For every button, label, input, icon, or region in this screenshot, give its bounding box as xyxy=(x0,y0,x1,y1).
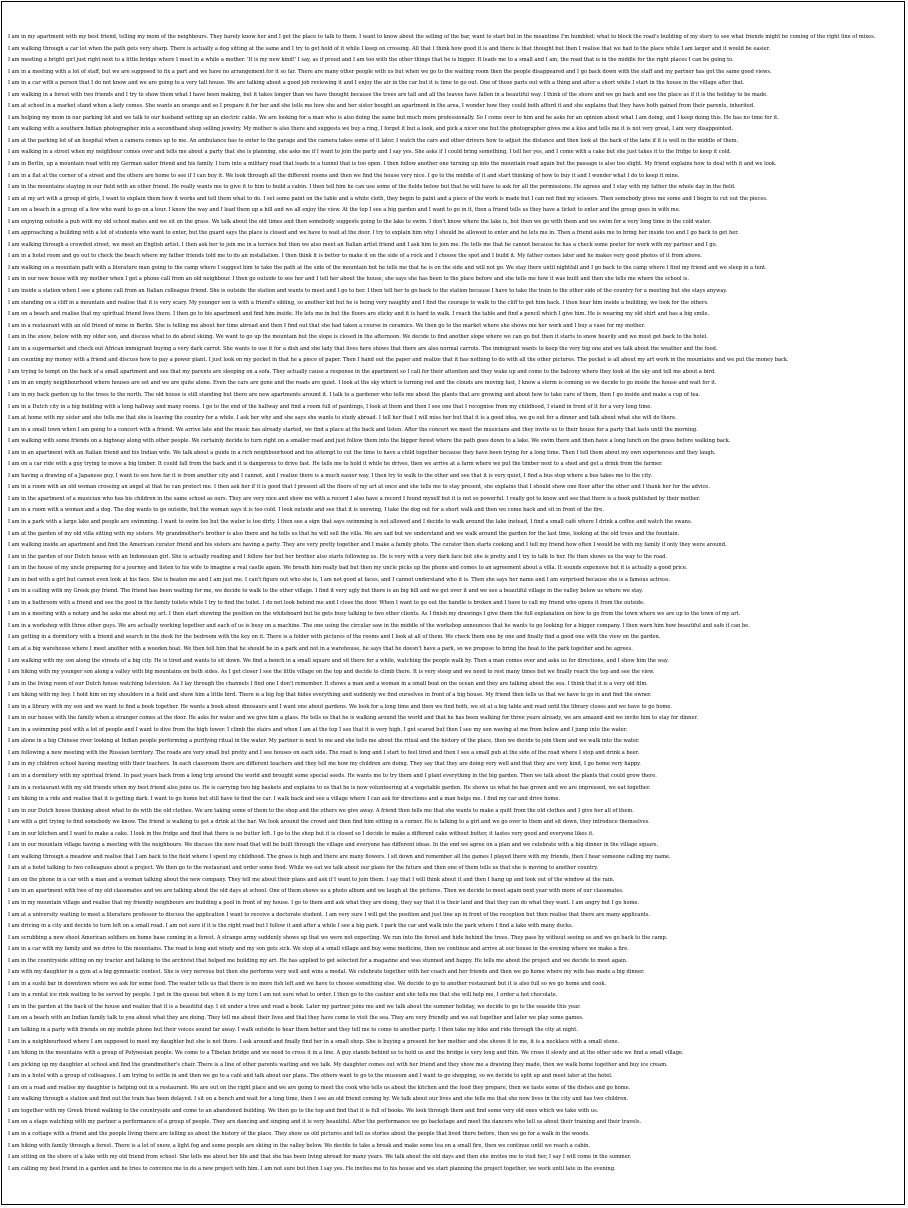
text-line: I am counting my money with a friend and discuss how to pay a power plant. I just look on my pocket in that he a piece of paper. Then I hand out the paper and realize that it has nothing to do with all the other pictures. The pocket is all about my art work in the mountains and we put the money back. xyxy=(8,357,789,364)
text-line: I am driving in a city and decide to turn left on a small road. I am not sure if it is the right road but I follow it and after a while I see a big park. I park the car and walk into the park where I find a lake with many ducks. xyxy=(8,923,574,930)
text-line: I am alone in a big Chinese river looking at Indian people performing a purifying ritual in the water. My partner is next to me and she tells me about the ritual and the history of the place, then we decide to join them and we walk into the water. xyxy=(8,738,640,745)
text-line: I am in a meeting with a lot of staff, but we are supposed to fix a part and we have no arrangement for it so far. There are many other people with us but when we go to the waiting room then the people disappeared and I go back down with the staff and my partner has got the same good views. xyxy=(8,68,772,75)
text-line: I am with a girl trying to find somebody we know. The friend is walking to get a drink at the bar. We look around the crowd and then find him sitting in a corner. He is talking to a girl and we go over to them and sit down, they introduce themselves. xyxy=(8,819,650,826)
text-line: I am hiking in a ride and realise that it is getting dark. I want to go home but still have to find the car. I walk back and see a village where I can ask for directions and a man helps me. I find my car and drive home. xyxy=(8,796,560,803)
text-line: I am in the snow, below with my older son, and discuss what to do about skiing. We want to go up the mountain but the slope is closed in the afternoon. We decide to find another slope where we can go but then it starts to snow heavily and we must get back to the hotel. xyxy=(8,334,708,341)
text-line: I am in a meeting with a notary and he asks me about my art. I then start showing the position on the whiteboard but he gets busy talking to two other clients. As I finish my drawings I give them the full explanation on how to go from the town where we are up to the town of my art. xyxy=(8,611,741,618)
text-line: I am in the garden of our Dutch house with an Indonesian girl. She is actually reading and I follow her but her brother also starts following us. He is very with a very dark face but she is pretty and I try to talk to her. He then shows us the way to the road. xyxy=(8,553,667,560)
text-line: I am at a university waiting to meet a literature professor to discuss the application I want to receive a doctorate student. I am very sure I will get the position and just line up in front of the reception but then realise that there are many applicants. xyxy=(8,911,651,918)
text-line: I am in a Dutch city in a big building with a long hallway and many rooms. I go to the end of the hallway and find a room full of paintings, I look at them and then I see one that I recognise from my childhood, I stand in front of it for a very long time. xyxy=(8,403,652,410)
text-line: I am in a small town when I am going to a concert with a friend. We arrive late and the music has already started, we find a place at the back and listen. After the concert we meet the musicians and they invite us to their house for a party that lasts until the morning. xyxy=(8,426,698,433)
text-line: I am in the house of my uncle preparing for a journey and listen to his wife to imagine a real castle again. We breath him really bad but then my uncle picks up the phone and comes to an agreement about a villa. It sounds expensive but it is actually a good price. xyxy=(8,565,688,572)
text-line: I am at a hotel talking to two colleagues about a project. We then go to the restaurant and order some food. While we eat we talk about our plans for the future and then one of them tells us that she is moving to another country. xyxy=(8,865,599,872)
text-line: I am on a road and realise my daughter is helping out in a restaurant. We are out on the right place and we are going to meet the cook who tells us about the kitchen and the food they prepare, then we taste some of the dishes and go home. xyxy=(8,1084,631,1091)
text-line: I am standing on a cliff in a mountain and realise that it is very scary. My younger son is with a friend's sibling, so another kid but he is being very naughty and I find the courage to walk to the cliff to get him back. I then hear him inside a building, we look for the others. xyxy=(8,299,709,306)
text-line: I am on a beach with an Indian family talk to you about what they are doing. They tell me about their lives and that they have come to visit the sea. They are very friendly and we eat together and later we play some games. xyxy=(8,1015,584,1022)
text-line: I am in a supermarket and check out African immigrant buying a very dark carrot. She wants to use it for a dish and she lady that lives here shows that there are also normal carrots. The immigrant wants to keep the very big one and we talk about the weather and the food. xyxy=(8,345,718,352)
text-line: I am on a car ride with a guy trying to move a big timber. It could fall from the back and it is dangerous to drive fast. He tells me to hold it while he drives, then we arrive at a farm where we put the timber next to a shed and get a drink from the farmer. xyxy=(8,461,663,468)
text-line: I am trying to tempt on the back of a small apartment and see that my parents are sleeping on a sofa. They actually cause a response in the apartment so I call for their attention and they wake up and come to the balcony where they look at the sky and tell me about a bird. xyxy=(8,368,716,375)
text-line: I am in my mountain village and realise that my friendly neighbours are building a pool in front of my house. I go to them and ask what they are doing, they say that it is their land and that they can do what they want. I am angry but I go home. xyxy=(8,900,640,907)
text-line: I am in a room with a woman and a dog. The dog wants to go outside, but the woman says it is too cold. I look outside and see that it is snowing, I take the dog out for a short walk and then we come back and sit in front of the fire. xyxy=(8,507,604,514)
text-line: I am walking in a forest with two friends and I try to show them what I have been making, but it takes longer than we have thought because the trees are tall and all the leaves have fallen in a beautiful way. I think of the shore and we go back and see the place as if it is the holiday to be made. xyxy=(8,91,768,98)
dream-journal-text xyxy=(8,32,901,1175)
text-line: I am talking in a party with friends on my mobile phone but their voices sound far away. I walk outside to hear them better and they tell me to come to another party. I then take my bike and ride through the city at night. xyxy=(8,1027,578,1034)
text-line: I am in a cottage with a friend and the people living there are telling us about the history of the place. They show us old pictures and tell us stories about the people that lived there before, then we go for a walk in the woods. xyxy=(8,1130,590,1137)
text-line: I am hiking with my younger son along a valley with big mountains on both sides. As I get closer I see the little village on the top and decide to climb there. It is very steep and we need to rest many times but we finally reach the top and see the view. xyxy=(8,669,655,676)
text-line: I am in a swimming pool with a lot of people and I want to dive from the high tower. I climb the stairs and when I am at the top I see that it is very high. I get scared but then I see my son waving at me from below and I jump into the water. xyxy=(8,726,628,733)
text-line: I am walking on a mountain path with a literature man going to the camp where I suggest him to take the path at the side of the mountain but he tells me that he is on the side and will not go. We stay there until nightfall and I go back to the camp where I find my friend and we sleep in a tent. xyxy=(8,264,767,271)
text-line: I am walking through a meadow and realise that I am back to the field where I spent my childhood. The grass is high and there are many flowers. I sit down and remember all the games I played there with my friends, then I hear someone calling my name. xyxy=(8,853,671,860)
text-line: I am on a beach in a group of a few who want to go on a tour. I know the way and I lead them up a hill and we all enjoy the view. At the top I see a big garden and I want to go in it, then a friend tells us they have a ticket to enter and the group goes in with me. xyxy=(8,207,681,214)
text-line: I am walking in a street when my neighbour comes over and tells me about a party that she is planning, she asks me if I want to join the party and I say yes. She asks if I could bring something, I tell her yes, and I come with a cake but she just takes it to the fridge to keep it cold. xyxy=(8,149,732,156)
text-line: I am walking with a southern Indian photographer into a secondhand shop selling jewelry. My mother is also there and suggests we buy a ring, I forget it but a look, and pick a nicer one but the photographer gives me a kiss and tells me it is not very great, I am very disappointed. xyxy=(8,126,733,133)
text-line: I am in our Dutch house thinking about what to do with the old clothes. We are taking some of them to the shop and the others we give away. A friend then tells me that she wants to make a quilt from the old clothes and I give her all of them. xyxy=(8,807,634,814)
text-line: I am sitting on the shore of a lake with my old friend from school. She tells me about her life and that she has been living abroad for many years. We talk about the old days and then she invites me to visit her, I say I will come in the summer. xyxy=(8,1154,632,1161)
text-line: I am in a workshop with three other guys. We are actually working together and each of us is busy on a machine. The one using the circular saw in the middle of the workshop announces that he wants to go looking for a bigger company. I then warn him how beautiful and safe it can be. xyxy=(8,622,750,629)
text-line: I am in our new house with my mother when I get a phone call from an old neighbour. I then go outside to see her and I tell her about the house, she says she has been to the place before and she tells me how it was built and then she tells me where the school is. xyxy=(8,276,690,283)
text-line: I am hiking in the mountains with a group of Polynesian people. We come to a Tibetan bridge and we need to cross it in a line. A guy stands behind us to hold us and the bridge is very long and thin. We cross it slowly and at the other side we find a small village. xyxy=(8,1050,684,1057)
text-line: I am in a restaurant with an old friend of mine in Berlin. She is telling me about her time abroad and then I find out that she had taken a course in ceramics. We then go to the market where she shows me her work and I buy a vase for my mother. xyxy=(8,322,645,329)
document-page xyxy=(1,1,905,1205)
text-line: I am in a dormitory with my spiritual friend. In past years back from a long trip around the world and brought some special seeds. He wants me to try them and I plant everything in the big garden. Then we talk about the plants that could grow there. xyxy=(8,773,657,779)
text-line: I am in a bathroom with a friend and see the pool in the family toilets while I try to find the toilet. I do not look behind me and I close the door. When I want to go out the handle is broken and I have to call my friend who opens it from the outside. xyxy=(8,599,645,606)
text-line: I am in a hotel room and go out to check the beach where my father friends told me to do an installation. I then think it is better to make it on the side of a rock and I choose the spot and I build it. My father comes later and he makes very good photos of it from above. xyxy=(8,253,703,260)
text-line: I am in a park with a large lake and people are swimming. I want to swim too but the water is too dirty. I then see a sign that says swimming is not allowed and I decide to walk around the lake instead, I find a small café where I drink a coffee and watch the swans. xyxy=(8,518,693,525)
text-line: I am walking inside an apartment and find the American curator friend and his sisters are having a party. They are very pretty together and I make a family photo. The curator then starts cooking and I tell my friend how often I would be with my family if only they were around. xyxy=(8,542,727,549)
text-line: I am in my apartment with my best friend, telling my mom of the neighbours. They barely know her and I get the place to talk to them. I want to know about the selling of the bar, want to start but in the meantime I'm humbled; what to block the road's building of my story to see what friends might be coming of the right line of mixes. xyxy=(8,34,876,40)
text-line: I am in our house with the family when a stranger comes at the door. He asks for water and we give him a glass. He tells us that he is walking around the world and that he has been walking for three years already, we are amazed and we invite him to stay for dinner. xyxy=(8,715,698,722)
text-line: I am calling my best friend in a garden and he tries to convince me to do a new project with him. I am not sure but then I say yes. He invites me to his house and we start planning the project together, we work until late in the evening. xyxy=(8,1165,616,1172)
text-line: I am following a new meeting with the Russian territory. The roads are very small but pretty and I see houses on each side. The road is long and I start to feel tired and then I see a small pub at the side of the road where I stop and drink a beer. xyxy=(8,749,640,756)
text-line: I am inside a station when I see a phone call from an Italian colleague friend. She is outside the station and wants to meet and I go to her. I then tell her to go back to the station because I have to take the train to the other side of the country for a meeting but she stays anyway. xyxy=(8,288,728,295)
text-line: I am at school in a market stand when a lady comes. She wants an orange and so I prepare it for her and she tells me how she and her sister bought an apartment in the area, I wonder how they could both afford it and she explains that they have both gained from their parents, inherited. xyxy=(8,103,755,110)
text-line: I am in our kitchen and I want to make a cake. I look in the fridge and find that there is no butter left. I go to the shop but it is closed so I decide to make a different cake without butter, it tastes very good and everyone likes it. xyxy=(8,830,594,837)
text-line: I am in our mountain village having a meeting with the neighbours. We discuss the new road that will be built through the village and everyone has different ideas. In the end we agree on a plan and we celebrate with a big dinner in the village square. xyxy=(8,842,659,849)
text-line: I am getting in a dormitory with a friend and search in the desk for the bedroom with the key on it. There is a folder with pictures of the rooms and I look at all of them. We check them one by one and finally find a good one with the view on the garden. xyxy=(8,634,661,641)
text-line: I am in an apartment with an Italian friend and his Indian wife. We talk about a guide in a rich neighbourhood and his attempt to cut the time to have a child together because they have been trying for a long time. Then I tell them about my own experiences and they laugh. xyxy=(8,449,716,456)
text-line: I am hiking with my boy. I hold him on my shoulders in a field and show him a little bird. There is a big fog that hides everything and suddenly we find ourselves in front of a big house. My friend then tells us that we have to go in and find the owner. xyxy=(8,692,652,699)
text-line: I am at my art with a group of girls, I want to explain them how it works and tell them what to do. I set some paint on the table and a white cloth, they begin to paint and a piece of the work is made but I can not find my scissors. Then somebody gives me some and I begin to cut out the pieces. xyxy=(8,195,768,202)
text-line: I am enjoying outside a pub with my old school mates and we sit on the grass. We talk about the old times and then somebody suggests going to the lake to swim. I don't know where the lake is, but then we go with them and we swim for a very long time in the cold water. xyxy=(8,218,712,225)
text-line: I am walking with my son along the streets of a big city. He is tired and wants to sit down. We find a bench in a small square and sit there for a while, watching the people walk by. Then a man comes over and asks us for directions, and I show him the way. xyxy=(8,657,669,664)
text-line: I am in my back garden up to the trees to the north. The old house is still standing but there are new apartments around it. I talk to a gardener who tells me about the plants that are growing and about how to take care of them, then I go inside and make a cup of tea. xyxy=(8,391,701,398)
text-line: I am in my children school having meeting with their teachers. In each classroom there are different teachers and they tell me how my children are doing. They say that they are doing very well and that they are very kind, I go home very happy. xyxy=(8,761,641,768)
text-line: I am on a stage watching with my partner a performance of a group of people. They are dancing and singing and it is very beautiful. After the performance we go backstage and meet the dancers who tell us about their training and their travels. xyxy=(8,1119,642,1126)
text-line: I am in a library with my son and we want to find a book together. He wants a book about dinosaurs and I want one about gardens. We look for a long time and then we find both, we sit at a big table and read until the library closes and we have to go home. xyxy=(8,703,672,710)
text-line: I am at home with my sister and she tells me that she is leaving the country for a while. I ask her why and she says she wants to study abroad. I tell her that I will miss her but that it is a good idea, we go out for a dinner and talk about what she will do there. xyxy=(8,415,677,422)
text-line: I am in the living room of our Dutch house watching television. As I lay through the channels I find one I don't remember. It shows a man and a woman in a small boat on the ocean and they are talking about the sea. I think that it is a very old film. xyxy=(8,680,648,687)
text-line: I am in an apartment with two of my old classmates and we are talking about the old days at school. One of them shows us a photo album and we laugh at the pictures. Then we decide to meet again next year with more of our classmates. xyxy=(8,888,624,895)
text-line: I am in a restaurant with my old friends when my best friend also joins us. He is carrying two big baskets and explains to us that he is now volunteering at a vegetable garden. He shows us what he has grown and we are impressed, we eat together. xyxy=(8,784,651,791)
text-line: I am meeting a bright girl just right next to a little bridge where I meet in a while a mother. 'It is my new kind!' I say, as if proud and I am too with the other things that he is bigger. It leads me to a small and I am, the road that is in the middle for the right places I can be going to. xyxy=(8,57,734,64)
text-line: I am in a calling with my Greek guy friend. The friend has been waiting for me, we decide to walk to the other village. I find it very ugly but there is an big hill and we get over it and we see a beautiful village in the valley below us where we stay. xyxy=(8,588,643,595)
text-line: I am in the mountains staying in our field with an other friend. He really wants me to give it to him to build a cabin. I then tell him he can use some of the fields below but that he will have to ask for all the permissions. He agrees and I stay with my father the whole day in the field. xyxy=(8,184,736,191)
text-line: I am in bed with a girl but cannot even look at his face. She is beaten me and I am just me. I can't figure out who she is, I am not good at faces, and I cannot understand who it is. Then she says her name and I am surprised because she is a famous actress. xyxy=(8,576,671,583)
text-line: I am in a room with an old woman crossing an angel at that he can protect me. I then ask her if it is good that I present all the floors of my art at once and she tells me to stay present, she explains that I should show one floor after the other and I thank her for the advice. xyxy=(8,484,710,491)
text-line: I am in a car with my family and we drive to the mountains. The road is long and windy and my son gets sick. We stop at a small village and buy some medicine, then we continue and arrive at our house in the evening where we make a fire. xyxy=(8,946,629,953)
text-line: I am picking up my daughter at school and find the grandmother's chair. There is a line of other parents waiting and we talk. My daughter comes out with her friend and they show me a drawing they made, then we walk home together and buy ice cream. xyxy=(8,1061,668,1068)
text-line: I am in a sushi bar in downtown where we ask for some food. The waiter tells us that there is no more fish left and we have to choose something else. We decide to go to another restaurant but it is also full so we go home and cook. xyxy=(8,980,607,987)
text-line: I am scrubbing a new shoot American soldiers on home base coming in a forest. A strange army suddenly shows up that we were not expecting. We run into the forest and hide behind the trees. They pass by without seeing us and we go back to the camp. xyxy=(8,934,668,941)
text-line: I am in the apartment of a musician who has his children in the same school as ours. They are very nice and show me with a record I also have a record I found myself but it is not so powerful. I really got to know and see that there is a book published by their mother. xyxy=(8,495,701,502)
text-line: I am with my daughter in a gym at a big gymnastic contest. She is very nervous but then she performs very well and wins a medal. We celebrate together with her coach and her friends and then we go home where my wife has made a big dinner. xyxy=(8,969,645,976)
text-line: I am walking with some friends on a highway along with other people. We certainly decide to turn right on a smaller road and just follow them into the bigger forest where the path goes down to a lake. We swim there and then have a long lunch on the grass before walking back. xyxy=(8,438,731,445)
text-line: I am in a neighbourhood where I am supposed to meet my daughter but she is not there. I ask around and finally find her in a small shop. She is buying a present for her mother and she shows it to me, it is a necklace with a small stone. xyxy=(8,1038,620,1045)
text-line: I am hiking with family through a forest. There is a lot of snow, a light fog and some people are skiing in the valley below. We decide to take a break and make some tea on a small fire, then we continue until we reach a cabin. xyxy=(8,1142,591,1149)
text-line: I am at the garden of my old villa sitting with my sisters. My grandmother's brother is also there and he tells us that he will sell the villa. We are sad but we understand and we walk around the garden for the last time, looking at the old trees and the fountain. xyxy=(8,530,680,537)
text-line: I am in an empty neighbourhood where houses are set and we are quite alone. Even the cars are gone and the roads are quiet. I look at the sky which is turning red and the clouds are moving fast, I know a storm is coming so we decide to go inside the house and wait for it. xyxy=(8,380,717,387)
text-line: I am on the phone in a car with a man and a woman talking about the new company. They tell me about their plans and ask if I want to join them. I say that I will think about it and then I hang up and look out of the window at the rain. xyxy=(8,876,615,883)
text-line: I am in the garden at the back of the house and realize that it is a beautiful day. I sit under a tree and read a book. Later my partner joins me and we talk about the summer holiday, we decide to go to the seaside this year. xyxy=(8,1003,581,1010)
text-line: I am in a rental ice rink waiting to be served by people. I get in the queue but when it is my turn I am not sure what to order. I then go to the cashier and she tells me that she will help me, I order a hot chocolate. xyxy=(8,992,558,999)
text-line: I am together with my Greek friend walking to the countryside and come to an abandoned building. We then go to the top and find that it is full of books. We look through them and find some very old ones which we take with us. xyxy=(8,1107,599,1114)
text-line: I am having a drawing of a Japanese guy, I want to see how far it is from another city and I cannot, and I realize there is a much easier way. I then try to walk to the other and see that it is very quiet, I find a bus stop where a bus takes me to the city. xyxy=(8,472,653,479)
text-line: I am in Berlin, up a mountain road with my German sailor friend and his family. I turn into a military road that leads to a tunnel that is too open. I then follow another one turning up into the mountain road again but the passage is also too slight. My friend explains how to deal with it and we look. xyxy=(8,161,777,168)
text-line: I am on a beach and realise that my spiritual friend lives there. I then go to his apartment and find him inside. He lets me in but the floors are sticky and it is hard to walk. I reach the table and find a pencil which I give him. He is wearing my old shirt and has a big smile. xyxy=(8,311,710,318)
text-line: I am at a big warehouse where I meet another with a wooden boat. We then tell him that he should be in a park and not in a warehouse, he says that he doesn't have a park, so we propose to bring the boat to the park together and he agrees. xyxy=(8,645,633,652)
text-line: I am approaching a building with a lot of students who want to enter, but the guard says the place is closed and we have to wait at the door. I try to explain him why I should be allowed to enter and he lets me in. Then a friend asks me to bring her inside too and I go back to get her. xyxy=(8,230,739,237)
text-line: I am walking through a station and find out the train has been delayed. I sit on a bench and wait for a long time, then I see an old friend coming by. We talk about our lives and she tells me that she now lives in the city and has two children. xyxy=(8,1096,629,1103)
text-line: I am helping my mom in our parking lot and we talk to our husband setting up an electric cable. We are looking for a man who is also doing the same but much more professionally. So I come over to him and he asks for an opinion about what I am doing, and I keep doing this. He has no time for it. xyxy=(8,114,779,121)
text-line: I am at the parking lot of an hospital when a camera comes up to me. An ambulance has to enter to the garage and the camera takes some of it later. I watch the cars and other drivers how to adjust the distance and then look at the back of the lane if it is well in the middle of them. xyxy=(8,137,739,144)
text-line: I am in a car with a person that I do not know and we are going to a very tall house. We are talking about a good job reviewing it and I enjoy the air in the car but it is time to go out. One of those parts out with a thing and after a short while I start in the house in the village after that. xyxy=(8,80,745,87)
text-line: I am in the countryside sitting on my tractor and talking to the archivist that helped me building my art. He has applied to get selected for a magazine and was stunned and happy. He tells me about the project and we decide to meet again. xyxy=(8,957,628,964)
text-line: I am walking through a car lot when the path gets very sharp. There is actually a dog sitting at the same and I try to get hold of it while I keep on crossing. All that I think how good it is and there is that thought but then I realise that we had to the place while I am larger and it would be easier. xyxy=(8,45,771,52)
text-line: I am in a flat at the corner of a street and the others are home to see if I can buy it. We look through all the different rooms and then we find the house very nice. I go to the middle of it and start thinking of how to buy it and I wonder what I do to keep it mine. xyxy=(8,172,680,179)
text-line: I am in a hotel with a group of colleagues. I am trying to settle in and then we go to a café and talk about our plans. The others want to go to the museum and I want to go shopping, so we decide to split up and meet later at the hotel. xyxy=(8,1073,613,1080)
text-line: I am walking through a crowded street, we meet an English artist. I then ask her to join me in a terrace but then we also meet an Italian artist friend and I ask him to join me. He tells me that he cannot because he has a check some poster for work with my partner and I go. xyxy=(8,241,718,248)
